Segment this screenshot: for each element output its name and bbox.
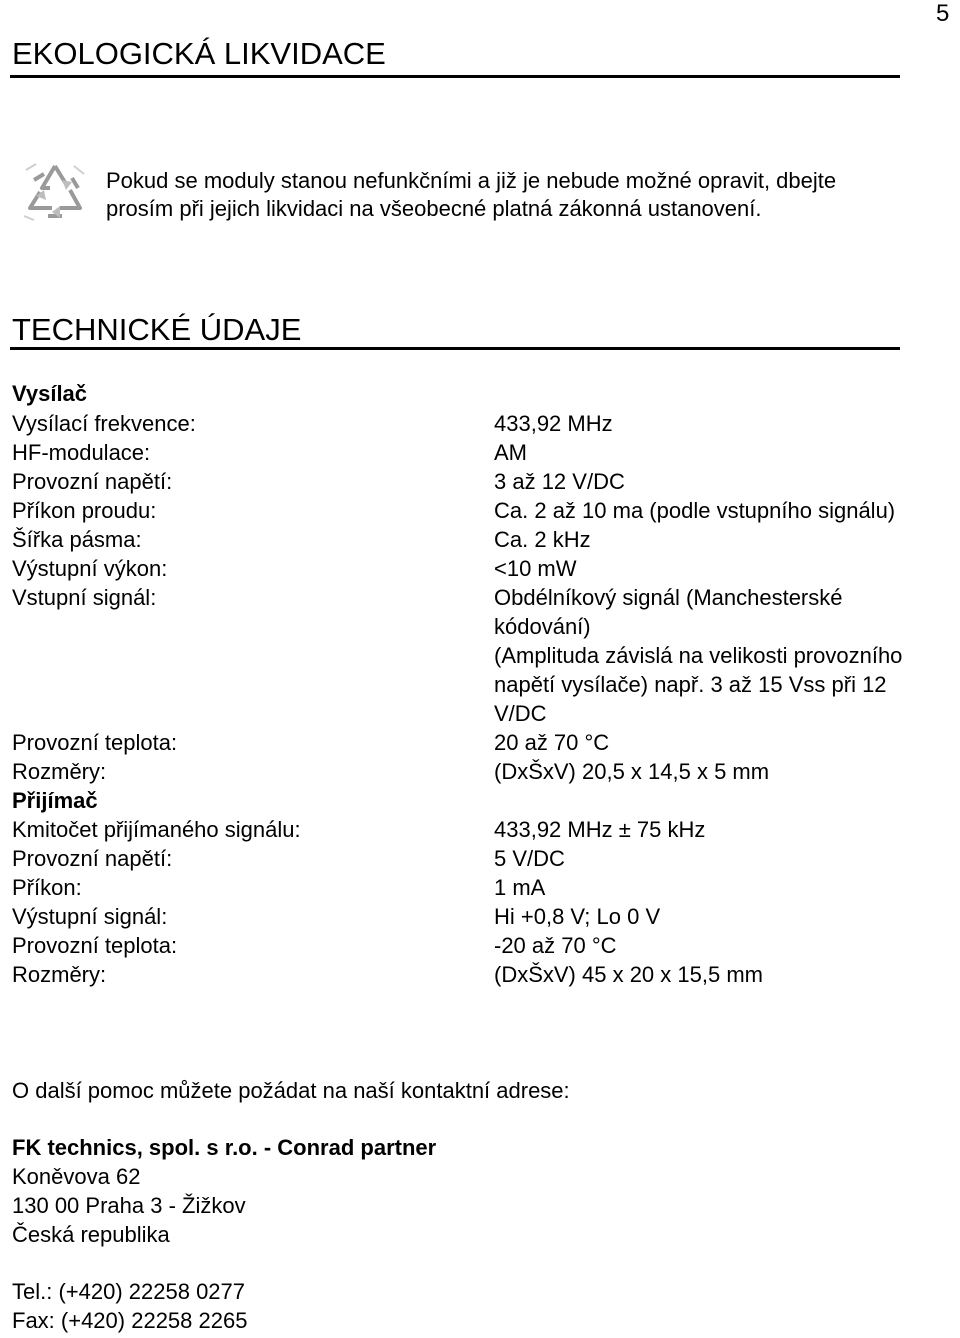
contact-city: 130 00 Praha 3 - Žižkov [12,1193,246,1218]
spec-value: 1 mA [494,875,546,900]
spec-value: <10 mW [494,556,577,581]
heading-rule [10,347,900,350]
spec-label: Výstupní výkon: [12,556,168,581]
spec-value-continued: kódování) [494,614,591,639]
spec-label: Výstupní signál: [12,904,168,929]
spec-label: Provozní teplota: [12,933,178,958]
spec-label: Příkon: [12,875,82,900]
spec-value: 20 až 70 °C [494,730,610,755]
contact-company: FK technics, spol. s r.o. - Conrad partner [12,1135,437,1160]
spec-value: Ca. 2 až 10 ma (podle vstupního signálu) [494,498,896,523]
contact-tel: Tel.: (+420) 22258 0277 [12,1279,246,1304]
spec-value: AM [494,440,527,465]
spec-label: Rozměry: [12,759,107,784]
contact-street: Koněvova 62 [12,1164,141,1189]
spec-label: Rozměry: [12,962,107,987]
spec-value: Obdélníkový signál (Manchesterské [494,585,843,610]
spec-label: Vysílací frekvence: [12,411,196,436]
spec-value: 5 V/DC [494,846,565,871]
spec-label: HF-modulace: [12,440,151,465]
spec-label: Šířka pásma: [12,527,142,552]
spec-label: Provozní napětí: [12,469,173,494]
spec-value-continued: V/DC [494,701,547,726]
disposal-text-line-2: prosím při jejich likvidaci na všeobecné platná zákonná ustanovení. [106,196,762,221]
contact-country: Česká republika [12,1222,170,1247]
spec-value: -20 až 70 °C [494,933,617,958]
spec-label: Kmitočet přijímaného signálu: [12,817,301,842]
tech-heading: TECHNICKÉ ÚDAJE [12,312,302,347]
disposal-text-line-1: Pokud se moduly stanou nefunkčními a již je nebude možné opravit, dbejte [106,168,837,193]
spec-value-continued: napětí vysílače) např. 3 až 15 Vss při 12 [494,672,887,697]
page-number: 5 [936,0,950,27]
spec-value: Ca. 2 kHz [494,527,591,552]
spec-label: Vstupní signál: [12,585,157,610]
spec-label: Provozní teplota: [12,730,178,755]
spec-value-continued: (Amplituda závislá na velikosti provozního [494,643,903,668]
disposal-heading: EKOLOGICKÁ LIKVIDACE [12,36,386,71]
spec-label: Příkon proudu: [12,498,157,523]
spec-value: 433,92 MHz ± 75 kHz [494,817,706,842]
transmitter-title: Vysílač [12,381,88,406]
spec-value: 433,92 MHz [494,411,613,436]
receiver-title: Přijímač [12,788,98,813]
contact-fax: Fax: (+420) 22258 2265 [12,1308,248,1333]
recycle-icon [22,160,88,224]
contact-intro: O další pomoc můžete požádat na naší kontaktní adrese: [12,1078,570,1103]
spec-value: Hi +0,8 V; Lo 0 V [494,904,661,929]
heading-rule [10,75,900,78]
spec-value: (DxŠxV) 45 x 20 x 15,5 mm [494,962,763,987]
spec-label: Provozní napětí: [12,846,173,871]
spec-value: (DxŠxV) 20,5 x 14,5 x 5 mm [494,759,770,784]
spec-value: 3 až 12 V/DC [494,469,625,494]
